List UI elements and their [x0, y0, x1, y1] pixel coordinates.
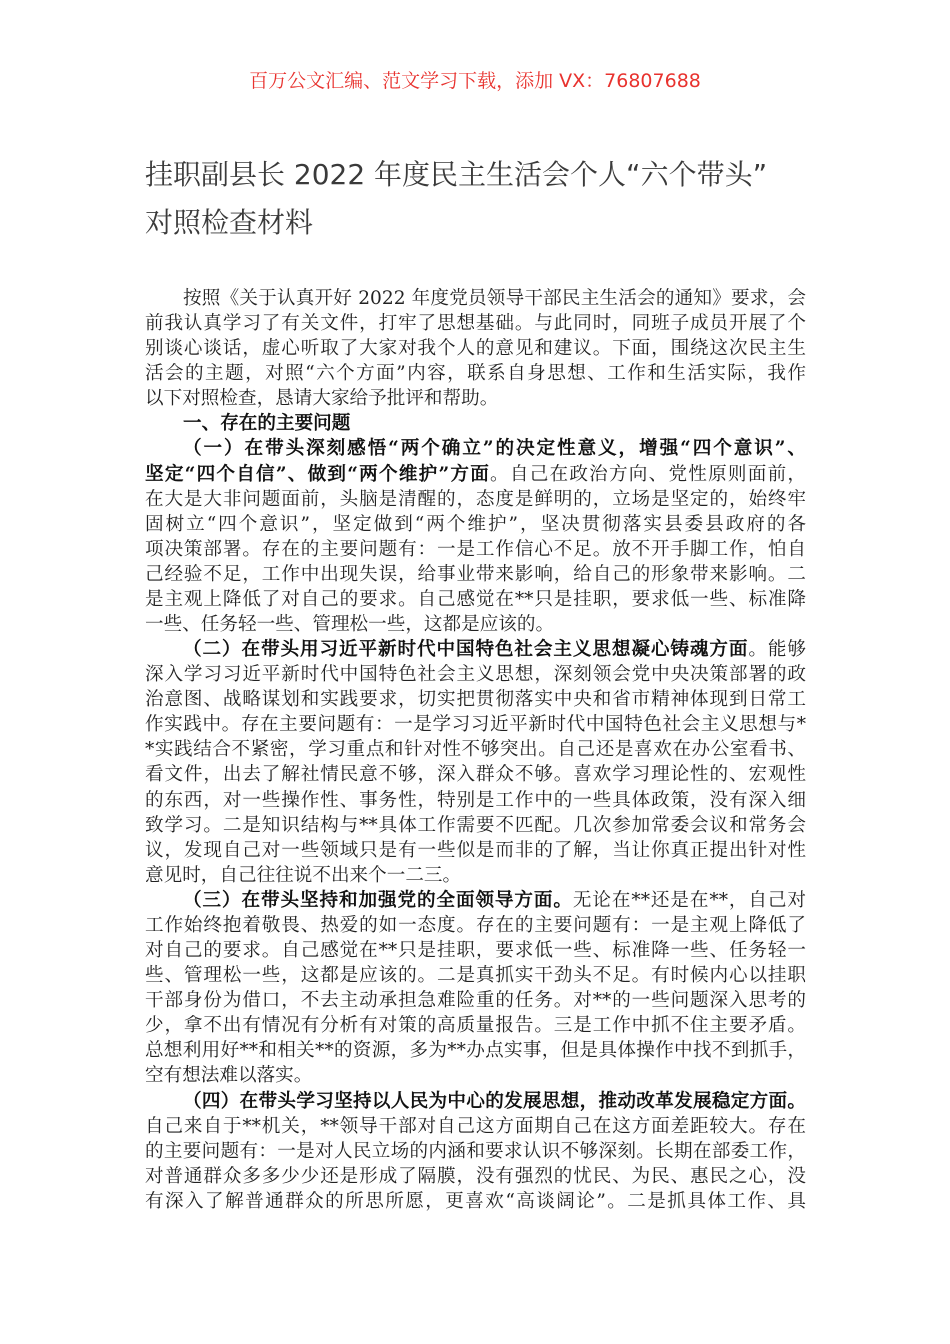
body-text: 一些、任务轻一些、管理松一些，这都是应该的。 — [145, 614, 555, 636]
body-text: 干部身份为借口，不去主动承担急难险重的任务。对**的一些问题深入思考的 — [145, 990, 806, 1012]
bold-heading-text: （一）在带头深刻感悟“两个确立”的决定性意义，增强“四个意识”、 — [183, 438, 806, 460]
text-line — [145, 411, 806, 436]
body-text: 。能够 — [748, 639, 806, 661]
body-text: 对自己的要求。自己感觉在**只是挂职，要求低一些、标准降一些、任务轻一 — [145, 940, 806, 962]
bold-heading-text: 坚定“四个自信”、做到“两个维护”方面 — [145, 463, 491, 485]
text-line — [145, 361, 806, 386]
document-title-line-1: 挂职副县长 2022 年度民主生活会个人“六个带头” — [145, 158, 768, 191]
body-text: 的主要问题有：一是对人民立场的内涵和要求认识不够深刻。长期在部委工作， — [145, 1140, 806, 1162]
body-text: 别谈心谈话，虚心听取了大家对我个人的意见和建议。下面，围绕这次民主生 — [145, 338, 806, 360]
bold-heading-text: （二）在带头用习近平新时代中国特色社会主义思想凝心铸魂方面 — [183, 639, 749, 661]
bold-heading-text: 一、存在的主要问题 — [183, 413, 351, 435]
body-text: 作实践中。存在主要问题有：一是学习习近平新时代中国特色社会主义思想与* — [145, 714, 806, 736]
text-line — [145, 587, 806, 612]
body-text: 工作始终抱着敬畏、热爱的如一态度。存在的主要问题有：一是主观上降低了 — [145, 914, 806, 936]
paragraph — [145, 888, 806, 1089]
text-line — [145, 1063, 806, 1088]
text-line — [145, 436, 806, 461]
text-line — [145, 988, 806, 1013]
text-line — [145, 1013, 806, 1038]
text-line — [145, 737, 806, 762]
body-text: 前我认真学习了有关文件，打牢了思想基础。与此同时，同班子成员开展了个 — [145, 313, 806, 335]
text-line — [145, 1139, 806, 1164]
text-line — [145, 386, 806, 411]
text-line — [145, 1038, 806, 1063]
text-line — [145, 938, 806, 963]
body-text: 的东西，对一些操作性、事务性，特别是工作中的一些具体政策，没有深入细 — [145, 789, 806, 811]
text-line — [145, 612, 806, 637]
paragraph — [145, 1089, 806, 1214]
text-line — [145, 913, 806, 938]
bold-heading-text: （四）在带头学习坚持以人民为中心的发展思想，推动改革发展稳定方面。 — [183, 1090, 806, 1112]
body-text: 空有想法难以落实。 — [145, 1065, 313, 1087]
body-text: 以下对照检查，恳请大家给予批评和帮助。 — [145, 388, 499, 410]
body-text: 意见时，自己往往说不出来个一二三。 — [145, 864, 462, 886]
text-line — [145, 512, 806, 537]
text-line — [145, 1189, 806, 1214]
text-line — [145, 336, 806, 361]
text-line — [145, 311, 806, 336]
text-line — [145, 1089, 806, 1114]
paragraph — [145, 411, 806, 436]
paragraph — [145, 637, 806, 888]
body-text: 看文件，出去了解社情民意不够，深入群众不够。喜欢学习理论性的、宏观性 — [145, 764, 806, 786]
text-line — [145, 762, 806, 787]
text-line — [145, 863, 806, 888]
text-line — [145, 1114, 806, 1139]
document-title-line-2: 对照检查材料 — [145, 206, 314, 239]
body-text: 总想利用好**和相关**的资源，多为**办点实事，但是具体操作中找不到抓手， — [145, 1040, 806, 1062]
text-line — [145, 662, 806, 687]
body-text: 项决策部署。存在的主要问题有：一是工作信心不足。放不开手脚工作，怕自 — [145, 538, 806, 560]
paragraph — [145, 436, 806, 637]
text-line — [145, 537, 806, 562]
body-text: 议，发现自己对一些领域只是有一些似是而非的了解，当让你真正提出针对性 — [145, 839, 806, 861]
text-line — [145, 788, 806, 813]
text-line — [145, 637, 806, 662]
text-line — [145, 687, 806, 712]
paragraph — [145, 286, 806, 411]
body-text: 对普通群众多多少少还是形成了隔膜，没有强烈的忧民、为民、惠民之心，没 — [145, 1165, 806, 1187]
body-text: 是主观上降低了对自己的要求。自己感觉在**只是挂职，要求低一些、标准降 — [145, 588, 806, 610]
bold-heading-text: （三）在带头坚持和加强党的全面领导方面。 — [183, 889, 573, 911]
text-line — [145, 1164, 806, 1189]
text-line — [145, 813, 806, 838]
document-body — [145, 286, 806, 1214]
text-line — [145, 487, 806, 512]
body-text: 固树立“四个意识”，坚定做到“两个维护”，坚决贯彻落实县委县政府的各 — [145, 513, 806, 535]
body-text: 深入学习习近平新时代中国特色社会主义思想，深刻领会党中央决策部署的政 — [145, 664, 806, 686]
body-text: 。自己在政治方向、党性原则面前， — [490, 463, 806, 485]
watermark-banner: 百万公文汇编、范文学习下载，添加 VX：76807688 — [249, 70, 701, 92]
body-text: 按照《关于认真开好 2022 年度党员领导干部民主生活会的通知》要求，会 — [183, 288, 806, 309]
body-text: 自己来自于**机关，**领导干部对自己这方面期自己在这方面差距较大。存在 — [145, 1115, 806, 1137]
body-text: 有深入了解普通群众的所思所愿，更喜欢“高谈阔论”。二是抓具体工作、具 — [145, 1190, 806, 1212]
body-text: 无论在**还是在**，自己对 — [572, 889, 806, 911]
body-text: 己经验不足，工作中出现失误，给事业带来影响，给自己的形象带来影响。二 — [145, 563, 806, 585]
text-line — [145, 562, 806, 587]
body-text: 治意图、战略谋划和实践要求，切实把贯彻落实中央和省市精神体现到日常工 — [145, 689, 806, 711]
body-text: *实践结合不紧密，学习重点和针对性不够突出。自己还是喜欢在办公室看书、 — [145, 739, 806, 761]
text-line — [145, 888, 806, 913]
text-line — [145, 286, 806, 311]
body-text: 少，拿不出有情况有分析有对策的高质量报告。三是工作中抓不住主要矛盾。 — [145, 1015, 806, 1037]
body-text: 活会的主题，对照“六个方面”内容，联系自身思想、工作和生活实际，我作 — [145, 363, 806, 385]
text-line — [145, 963, 806, 988]
text-line — [145, 838, 806, 863]
body-text: 些、管理松一些，这都是应该的。二是真抓实干劲头不足。有时候内心以挂职 — [145, 965, 806, 987]
body-text: 在大是大非问题面前，头脑是清醒的，态度是鲜明的，立场是坚定的，始终牢 — [145, 488, 806, 510]
text-line — [145, 712, 806, 737]
body-text: 致学习。二是知识结构与**具体工作需要不匹配。几次参加常委会议和常务会 — [145, 814, 806, 836]
text-line — [145, 462, 806, 487]
